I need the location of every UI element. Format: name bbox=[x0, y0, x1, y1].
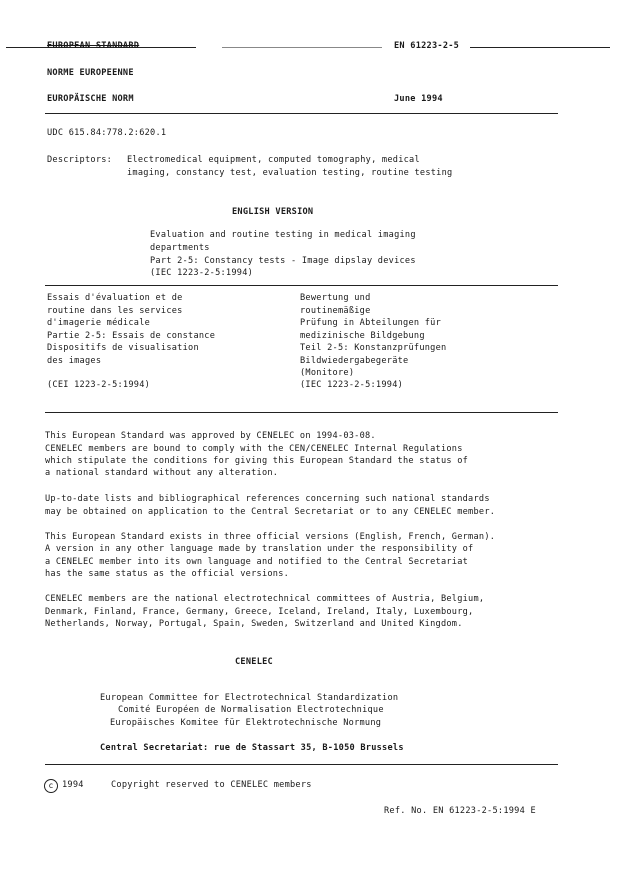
copyright-icon: c bbox=[44, 779, 58, 793]
paragraph-line: This European Standard was approved by CENELEC on 1994-03-08. bbox=[45, 431, 376, 441]
standard-type-fr: NORME EUROPEENNE bbox=[47, 68, 134, 78]
paragraph-line: a national standard without any alteration. bbox=[45, 468, 279, 478]
english-title-line: Part 2-5: Constancy tests - Image dipslay devices bbox=[150, 256, 416, 266]
organization-name-en: European Committee for Electrotechnical Standardization bbox=[100, 693, 399, 703]
organization-name-fr: Comité Européen de Normalisation Electrotechnique bbox=[118, 705, 384, 715]
french-title-line: Dispositifs de visualisation bbox=[47, 343, 199, 353]
publication-date: June 1994 bbox=[394, 94, 443, 104]
paragraph-line: may be obtained on application to the Central Secretariat or to any CENELEC member. bbox=[45, 507, 496, 517]
english-version-heading: ENGLISH VERSION bbox=[232, 207, 314, 217]
paragraph-line: Netherlands, Norway, Portugal, Spain, Sweden, Switzerland and United Kingdom. bbox=[45, 619, 463, 629]
divider-4 bbox=[45, 764, 558, 765]
french-title-line: routine dans les services bbox=[47, 306, 183, 316]
organization-name-de: Europäisches Komitee für Elektrotechnische Normung bbox=[110, 718, 382, 728]
english-title-line: (IEC 1223-2-5:1994) bbox=[150, 268, 254, 278]
standard-type-en: EUROPEAN STANDARD bbox=[47, 41, 140, 51]
descriptors-label: Descriptors: bbox=[47, 155, 113, 165]
organization-acronym: CENELEC bbox=[235, 657, 273, 667]
paragraph-line: which stipulate the conditions for giving this European Standard the status of bbox=[45, 456, 469, 466]
english-title-line: departments bbox=[150, 243, 210, 253]
french-title-line: des images bbox=[47, 356, 102, 366]
header-rule-right bbox=[470, 47, 610, 48]
copyright-year: 1994 bbox=[62, 780, 84, 790]
standard-number: EN 61223-2-5 bbox=[394, 41, 460, 51]
copyright-text: Copyright reserved to CENELEC members bbox=[111, 780, 312, 790]
paragraph-line: has the same status as the official versions. bbox=[45, 569, 290, 579]
udc-code: UDC 615.84:778.2:620.1 bbox=[47, 128, 167, 138]
descriptors-line-1: Electromedical equipment, computed tomography, medical bbox=[127, 155, 420, 165]
paragraph-line: This European Standard exists in three official versions (English, French, German). bbox=[45, 532, 496, 542]
german-title-line: Bildwiedergabegeräte bbox=[300, 356, 409, 366]
header-rule-middle bbox=[222, 47, 382, 48]
descriptors-line-2: imaging, constancy test, evaluation testing, routine testing bbox=[127, 168, 453, 178]
german-title-line: (Monitore) bbox=[300, 368, 355, 378]
french-reference: (CEI 1223-2-5:1994) bbox=[47, 380, 151, 390]
english-title-line: Evaluation and routine testing in medical imaging bbox=[150, 230, 416, 240]
paragraph-line: A version in any other language made by translation under the responsibility of bbox=[45, 544, 474, 554]
german-reference: (IEC 1223-2-5:1994) bbox=[300, 380, 404, 390]
paragraph-line: CENELEC members are bound to comply with the CEN/CENELEC Internal Regulations bbox=[45, 444, 463, 454]
german-title-line: medizinische Bildgebung bbox=[300, 331, 425, 341]
divider-1 bbox=[45, 113, 558, 114]
german-title-line: Prüfung in Abteilungen für bbox=[300, 318, 442, 328]
french-title-line: Partie 2-5: Essais de constance bbox=[47, 331, 216, 341]
document-reference: Ref. No. EN 61223-2-5:1994 E bbox=[384, 806, 536, 816]
german-title-line: Bewertung und bbox=[300, 293, 371, 303]
divider-3 bbox=[45, 412, 558, 413]
french-title-line: Essais d'évaluation et de bbox=[47, 293, 183, 303]
standard-type-de: EUROPÄISCHE NORM bbox=[47, 94, 134, 104]
german-title-line: Teil 2-5: Konstanzprüfungen bbox=[300, 343, 447, 353]
divider-2 bbox=[45, 285, 558, 286]
paragraph-line: Denmark, Finland, France, Germany, Greece, Iceland, Ireland, Italy, Luxembourg, bbox=[45, 607, 474, 617]
paragraph-line: a CENELEC member into its own language and notified to the Central Secretariat bbox=[45, 557, 469, 567]
french-title-line: d'imagerie médicale bbox=[47, 318, 151, 328]
central-secretariat: Central Secretariat: rue de Stassart 35, B-1050 Brussels bbox=[100, 743, 404, 753]
paragraph-line: Up-to-date lists and bibliographical references concerning such national standards bbox=[45, 494, 490, 504]
paragraph-line: CENELEC members are the national electrotechnical committees of Austria, Belgium, bbox=[45, 594, 485, 604]
german-title-line: routinemäßige bbox=[300, 306, 371, 316]
